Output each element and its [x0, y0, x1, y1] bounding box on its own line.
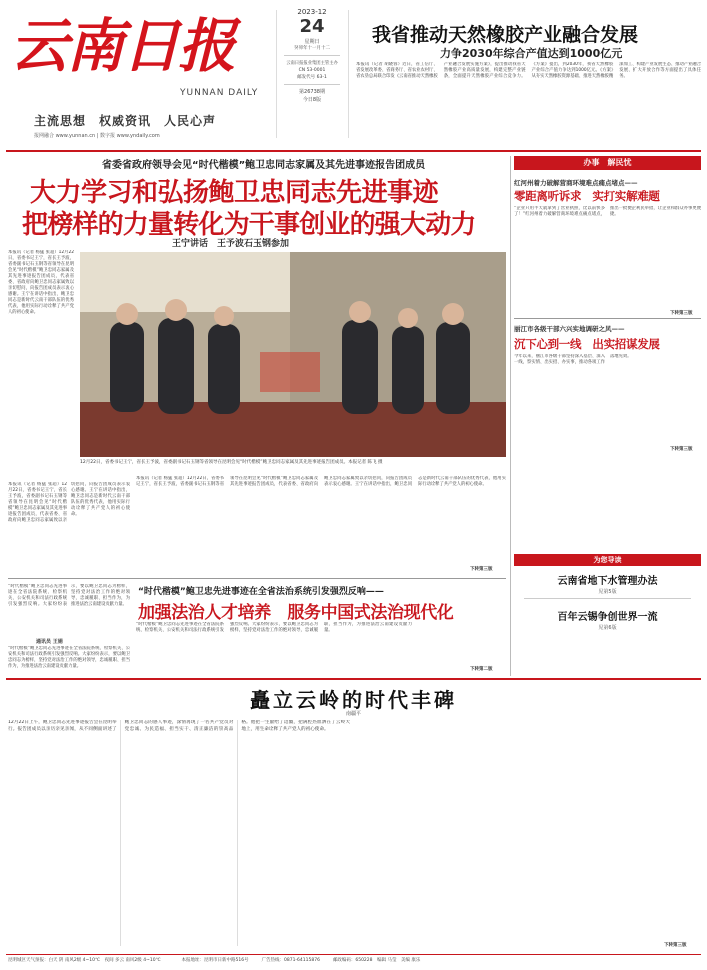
masthead-websites: 报网融合 www.yunnan.cn | 数字报 www.yndaily.com — [34, 133, 160, 139]
column-header — [514, 156, 701, 170]
feature-byline: 南疆平 — [345, 711, 361, 717]
top-story-subtitle: 力争2030年综合产值达到1000亿元 — [440, 47, 623, 60]
law-body-left: “时代楷模”鲍卫忠同志先进事迹在全省法院系统、检察机关、公安机关和司法行政系统引发强烈反响。大家纷纷表示，要以鲍卫忠同志为榜样，坚持党对法治工作的绝对领导，忠诚履职、担当作为，为推进法治云南建设贡献力量。 — [8, 584, 130, 607]
issue-date: 2023-12 — [297, 8, 327, 16]
lead-continue[interactable]: 下转第三版 — [470, 567, 493, 572]
story1-kicker: 红河州着力破解营商环境难点痛点堵点—— — [514, 179, 638, 187]
story2-body: 今年以来，丽江市各级干部坚持深入基层、深入一线，察实情、出实招、办实事，推动各项工作落地见效。 — [514, 354, 632, 365]
issue-sponsor: 云南日报报业集团主管主办 — [286, 61, 338, 66]
issue-cn: CN 53-0001 — [298, 68, 326, 73]
masthead-slogan: 主流思想 权威资讯 人民心声 — [34, 114, 217, 128]
footer-address: 本报地址：昆明市日新中路516号 — [181, 958, 249, 963]
footer-print: 邮政编码：650228 编辑 马莹 美编 康乐 — [332, 958, 421, 963]
story1-continue[interactable]: 下转第三版 — [670, 311, 693, 316]
lead-photo — [80, 252, 506, 457]
law-continue[interactable]: 下转第二版 — [470, 667, 493, 672]
lead-body-left: 本报讯（记者 杨猛 张超）12月22日，省委书记王宁，省长王予波，省委副书记石玉钢等省领导在昆明会见“时代楷模”鲍卫忠同志家属及其先进事迹报告团成员，代表省委、省政府向鲍卫忠同志家属致以亲切慰问，向报告团成员表示衷心感谢。王宁在讲话中指出，鲍卫忠同志是新时代云南干部队伍的优秀代表，他用实际行动诠释了共产党人的初心使命。 — [8, 250, 74, 315]
masthead — [0, 0, 707, 148]
law-title[interactable]: 加强法治人才培养 服务中国式法治现代化 — [138, 603, 454, 623]
meeting-photo-icon — [80, 252, 506, 457]
law-body-left-2: “时代楷模”鲍卫忠同志先进事迹在全省法院系统、检察机关、公安机关和司法行政系统引发强烈反响。大家纷纷表示，要以鲍卫忠同志为榜样，坚持党对法治工作的绝对领导，忠诚履职、担当作为，为推进法治云南建设贡献力量。 — [8, 646, 130, 669]
promo-header-text: 为您导读 — [593, 556, 622, 564]
story1-title[interactable]: 零距离听诉求 实打实解难题 — [514, 189, 660, 203]
lead-title-1[interactable]: 大力学习和弘扬鲍卫忠同志先进事迹 — [30, 178, 439, 208]
law-kicker: “时代楷模”鲍卫忠先进事迹在全省法治系统引发强烈反响—— — [138, 587, 384, 597]
issue-post: 邮发代号 63-1 — [297, 75, 327, 80]
feature-title[interactable]: 矗立云岭的时代丰碑 — [250, 688, 457, 712]
story2-kicker: 丽江市各级干部六兴实地调研之风—— — [514, 325, 625, 333]
issue-weekday: 星期日 — [304, 39, 320, 45]
masthead-logo: 云南日报 — [10, 12, 235, 80]
promo-header — [514, 554, 701, 566]
issue-pages: 今日8版 — [302, 97, 322, 103]
lead-photo-caption: 12月22日，省委书记王宁，省长王予波，省委副书记石玉钢等省领导在昆明会见“时代楷模”鲍卫忠同志家属及其先进事迹报告团成员。本报记者 陈飞 摄 — [80, 460, 383, 465]
lead-sub: 王宁讲话 王予波石玉钢参加 — [172, 239, 290, 249]
issue-info — [282, 8, 342, 104]
promo1-page: 见第5版 — [598, 589, 617, 595]
right-column — [514, 156, 701, 676]
lead-kicker: 省委省政府领导会见“时代楷模”鲍卫忠同志家属及其先进事迹报告团成员 — [102, 160, 426, 171]
story2-title[interactable]: 沉下心到一线 出实招谋发展 — [514, 337, 660, 351]
top-story-body: 本报讯（记者 胡晓蓉）近日，省工信厅、省发展改革委、省商务厅、省农业农村厅、省农垦总局联合印发《云南省推动天然橡胶产业融合发展实施方案》，提出推动我省天然橡胶产业高质量发展，构建完整产业链条，全面提升天然橡胶产业综合竞争力。《方案》提出，到2030年，我省天然橡胶产业综合产值力争达到1000亿元。《方案》从夯实天然橡胶资源基础、推进天然橡胶精深加工、构建产业发展生态、推动产业融合发展、扩大开放合作等方面提出了具体任务。 — [356, 62, 701, 79]
lead-body-cols: 本报讯（记者 杨猛 张超）12月22日，省委书记王宁，省长王予波，省委副书记石玉钢等省领导在昆明会见“时代楷模”鲍卫忠同志家属及其先进事迹报告团成员，代表省委、省政府向鲍卫忠同志家属致以亲切慰问，向报告团成员表示衷心感谢。王宁在讲话中指出，鲍卫忠同志是新时代云南干部队伍的优秀代表，他用实际行动诠释了共产党人的初心使命。 — [136, 476, 506, 487]
column-header-text: 办事 解民忧 — [583, 158, 632, 167]
issue-lunar: 癸卯年十一月十二 — [294, 46, 330, 51]
story2-continue[interactable]: 下转第三版 — [670, 447, 693, 452]
feature-body: 12月22日上午，鲍卫忠同志先进事迹报告会在昆明举行。报告团成员以亲历亲见亲闻，从不同侧面讲述了鲍卫忠同志的感人事迹，深情再现了一名共产党员对党忠诚、为民造福、担当实干、清正廉洁的崇高品格。他把一生献给了边疆，把满腔热血洒在了云岭大地上，用生命诠释了共产党人的初心使命。 — [8, 720, 350, 732]
issue-number: 第26738期 — [299, 89, 325, 95]
footer-weather: 昆明城区天气预报：白天 阴 南风2级 4~10℃ 夜间 多云 南风2级 4~10℃ — [8, 958, 161, 963]
issue-day: 24 — [299, 16, 325, 37]
law-byline: 通讯员 王娟 — [36, 639, 63, 645]
top-story-title[interactable]: 我省推动天然橡胶产业融合发展 — [372, 24, 639, 46]
promo2-page: 见第6版 — [598, 625, 617, 631]
promo1-title[interactable]: 云南省地下水管理办法 — [557, 576, 658, 587]
lead-title-2[interactable]: 把榜样的力量转化为干事创业的强大动力 — [22, 210, 476, 240]
lead-body-left-2: 本报讯（记者 杨猛 张超）12月22日，省委书记王宁，省长王予波，省委副书记石玉钢等省领导在昆明会见“时代楷模”鲍卫忠同志家属及其先进事迹报告团成员，代表省委、省政府向鲍卫忠同志家属致以亲切慰问，向报告团成员表示衷心感谢。王宁在讲话中指出，鲍卫忠同志是新时代云南干部队伍的优秀代表，他用实际行动诠释了共产党人的初心使命。 — [8, 482, 130, 523]
law-body-cols: “时代楷模”鲍卫忠同志先进事迹在全省法院系统、检察机关、公安机关和司法行政系统引发强烈反响。大家纷纷表示，要以鲍卫忠同志为榜样，坚持党对法治工作的绝对领导，忠诚履职、担当作为，为推进法治云南建设贡献力量。 — [136, 622, 412, 633]
story1-body: “企业只用半天就拿到了营业执照，比以前快多了！”红河州着力破解营商环境难点痛点堵点，推出一批便企利民举措，让企业和群众办事更便捷。 — [514, 206, 701, 217]
footer-ad: 广告热线：0871-64115876 — [261, 958, 320, 963]
masthead-logo-en: YUNNAN DAILY — [180, 88, 259, 98]
feature-continue[interactable]: 下转第三版 — [664, 943, 687, 948]
promo2-title[interactable]: 百年云锡争创世界一流 — [557, 612, 658, 623]
footer — [8, 957, 700, 967]
